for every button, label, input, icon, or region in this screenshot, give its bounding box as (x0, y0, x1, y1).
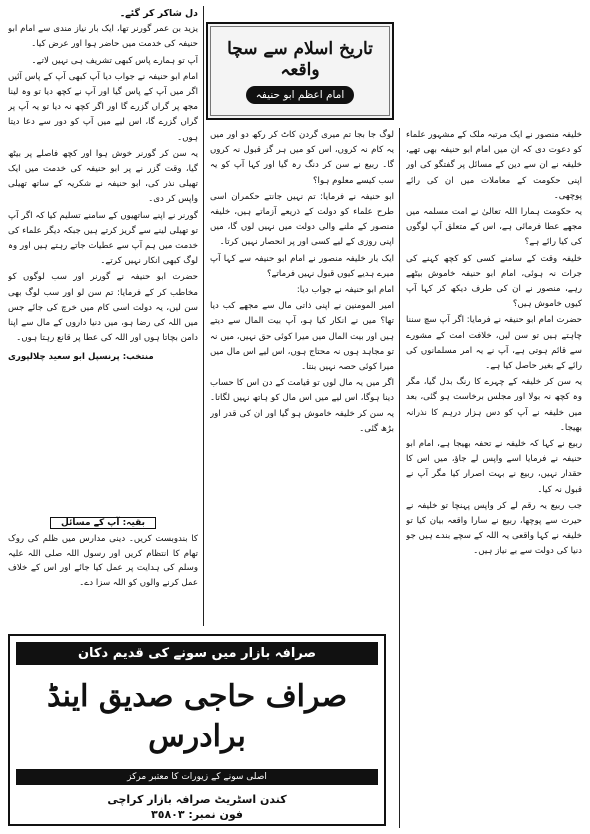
middle-paragraph: امام ابو حنیفہ نے جواب دیا: (296, 285, 394, 296)
middle-paragraph: امیر المومنین نے اپنی ذاتی مال سے مجھے کب دیا تھا؟ میں نے انکار کیا ہو، آپ بیت المال سے دیتے ہیں اور بیت المال میں میرا کوئی حق نہیں، میں نہ تو مجاہد ہوں نہ محتاج ہوں، اس لیے اس مال میں میرا کوئی حصہ نہیں بنتا۔ (210, 301, 394, 373)
article-title-box (206, 22, 394, 120)
left-paragraph: گورنر نے اپنے ساتھیوں کے سامنے تسلیم کیا کہ اگر آپ تو تھیلی لینے سے گریز کرتے ہیں جبکہ دیگر علماء کی خدمت میں ہم آپ سے عطیات جاتے رہتے ہیں اور وہ لوگ کبھی انکار نہیں کرتے۔ (8, 210, 198, 267)
left-paragraph: یزید بن عمر گورنر تھا، ایک بار نیاز مندی سے امام ابو حنیفہ کی خدمت میں حاضر ہوا اور عرض کیا۔ (8, 24, 198, 50)
middle-paragraph: اگر میں یہ مال لوں تو قیامت کے دن اس کا حساب دینا ہوگا، اس لیے میں اس مال کو ہاتھ نہیں لگاتا۔ یہ سن کر خلیفہ خاموش ہو گیا اور ان کی قدر اور بڑھ گئی۔ (210, 378, 394, 434)
middle-paragraph: ابو حنیفہ نے فرمایا: تم نہیں جانتے حکمران اسی طرح علماء کو دولت کے ذریعے آزماتے ہیں، خلیفہ منصور کے ملنے والی دولت میں نہیں لوں گا، میں اپنی روزی کے لیے کسی اور پر انحصار نہیں کرتا۔ (210, 191, 394, 248)
notice-label-wrap (8, 510, 198, 532)
right-paragraph: ربیع نے کہا کہ خلیفہ نے تحفہ بھیجا ہے، امام ابو حنیفہ نے فرمایا اسے واپس لے جاؤ، میں اس کا حقدار نہیں، ربیع نے بہت اصرار کیا مگر آپ نے قبول نہ کیا۔ (406, 439, 582, 495)
right-paragraph: یہ سن کر خلیفہ کے چہرے کا رنگ بدل گیا، مگر وہ کچھ نہ بولا اور مجلس برخاست ہو گئی، بعد میں خلیفہ نے آپ کو دس ہزار درہم کا نذرانہ بھیجا۔ (406, 377, 582, 433)
middle-paragraph: لوگ جا بجا تم میری گردن کاٹ کر رکھ دو اور میں یہ کام نہ کروں، اس کو میں ہر گز قبول نہ کروں گا۔ ربیع نے سن کر دنگ رہ گیا اور کہا آپ کو یہ سب کیسے معلوم ہوا؟ (210, 130, 394, 186)
left-paragraph: آپ تو ہمارے پاس کبھی تشریف ہی نہیں لاتے۔ (31, 55, 198, 66)
column-divider (399, 128, 400, 828)
ad-top-banner: صرافہ بازار میں سونے کی قدیم دکان (16, 642, 378, 665)
column-divider (203, 6, 204, 626)
middle-column (210, 128, 394, 628)
right-paragraph: خلیفہ منصور نے ایک مرتبہ ملک کے مشہور علماء کو دعوت دی کہ ان میں امام ابو حنیفہ بھی تھے، خلیفہ نے ان سے دین کے مسائل پر گفتگو کی اور اپنی حکومت کے معاملات میں ان کی رائے پوچھی۔ (406, 130, 582, 201)
ad-phone: فون نمبر: ٣٥٨٠٣ (151, 808, 243, 821)
middle-paragraph: ایک بار خلیفہ منصور نے امام ابو حنیفہ سے کہا آپ میرے ہدیے کیوں قبول نہیں فرماتے؟ (210, 253, 394, 279)
right-paragraph: حضرت امام ابو حنیفہ نے فرمایا: اگر آپ سچ سننا چاہتے ہیں تو سن لیں، خلافت امت کے مشورے سے قائم ہوتی ہے، آپ نے یہ امر مسلمانوں کی رائے کے بغیر حاصل کیا ہے۔ (406, 315, 582, 372)
left-paragraph: امام ابو حنیفہ نے جواب دیا آپ کبھی آپ کے پاس آئیں اگر میں آپ کے پاس گیا اور آپ نے کچھ دیا تو وہ لینا مجھ پر گراں گزرے گا اور اگر کچھ نہ دیا تو یہ آپ پر گراں گزرے گا، اس لیے میں آپ کو دور سے دعا دیتا ہوں۔ (8, 71, 198, 143)
left-paragraph: حضرت ابو حنیفہ نے گورنر اور سب لوگوں کو مخاطب کر کے فرمایا: تم سن لو اور سب لوگ بھی سن لیں، یہ دولت اسی کام میں خرچ کی جائے جس میں اللہ کی رضا ہو، میں دنیا داروں کے مال سے اپنا دامن بچاتا ہوں اور اللہ کی عطا پر قانع رہتا ہوں۔ (8, 272, 198, 344)
jeweller-advertisement (8, 634, 386, 826)
title-byline: امام اعظم ابو حنیفہ (246, 86, 355, 104)
notice-label: بقیہ: آپ کے مسائل (50, 517, 156, 529)
left-column-heading: دل شاکر کر گئے۔ (119, 8, 198, 19)
ad-business-name: صراف حاجی صدیق اینڈ برادرس (46, 679, 348, 754)
right-paragraph: یہ حکومت ہمارا اللہ تعالیٰ نے امت مسلمہ میں مجھے عطا فرمائی ہے، اس کے متعلق آپ لوگوں کی کیا رائے ہے؟ (406, 207, 582, 248)
ad-tagline: اصلی سونے کے زیورات کا معتبر مرکز (16, 769, 378, 785)
notice-text: کا بندوبست کریں۔ دینی مدارس میں ظلم کی روک تھام کا انتظام کریں اور رسول اللہ صلی اللہ علیہ وسلم کی ہدایت پر عمل کیا جائے اور اس کے خلاف عمل کرنے والوں کو اللہ سزا دے۔ (8, 534, 198, 588)
left-paragraph: یہ سن کر گورنر خوش ہوا اور کچھ فاصلے پر بیٹھ گیا، وقت گزر نے پر ابو حنیفہ کی خدمت میں ایک تھیلی نذر کی، ابو حنیفہ نے شکریہ کے ساتھ تھیلی واپس کر دی۔ (8, 148, 198, 205)
article-signature: منتخب: پرنسپل ابو سعید چلالپوری (8, 352, 154, 363)
page-title: تاریخ اسلام سے سچا واقعہ (227, 39, 373, 80)
ad-address: کندن اسٹریٹ صرافہ بازار کراچی (107, 793, 287, 806)
right-column (406, 128, 582, 828)
continued-notice (8, 510, 198, 620)
right-paragraph: خلیفہ وقت کے سامنے کسی کو کچھ کہنے کی جرات نہ ہوئی، امام ابو حنیفہ خاموش بیٹھے رہے، منصور نے ان کی طرف دیکھ کر کہا آپ کیوں خاموش ہیں؟ (406, 253, 582, 310)
right-paragraph: جب ربیع یہ رقم لے کر واپس پہنچا تو خلیفہ نے حیرت سے پوچھا، ربیع نے سارا واقعہ بیان کیا تو خلیفہ نے کہا واقعی یہ اللہ کے سچے بندے ہیں جو دنیا کی دولت سے بے نیاز ہیں۔ (406, 500, 582, 557)
